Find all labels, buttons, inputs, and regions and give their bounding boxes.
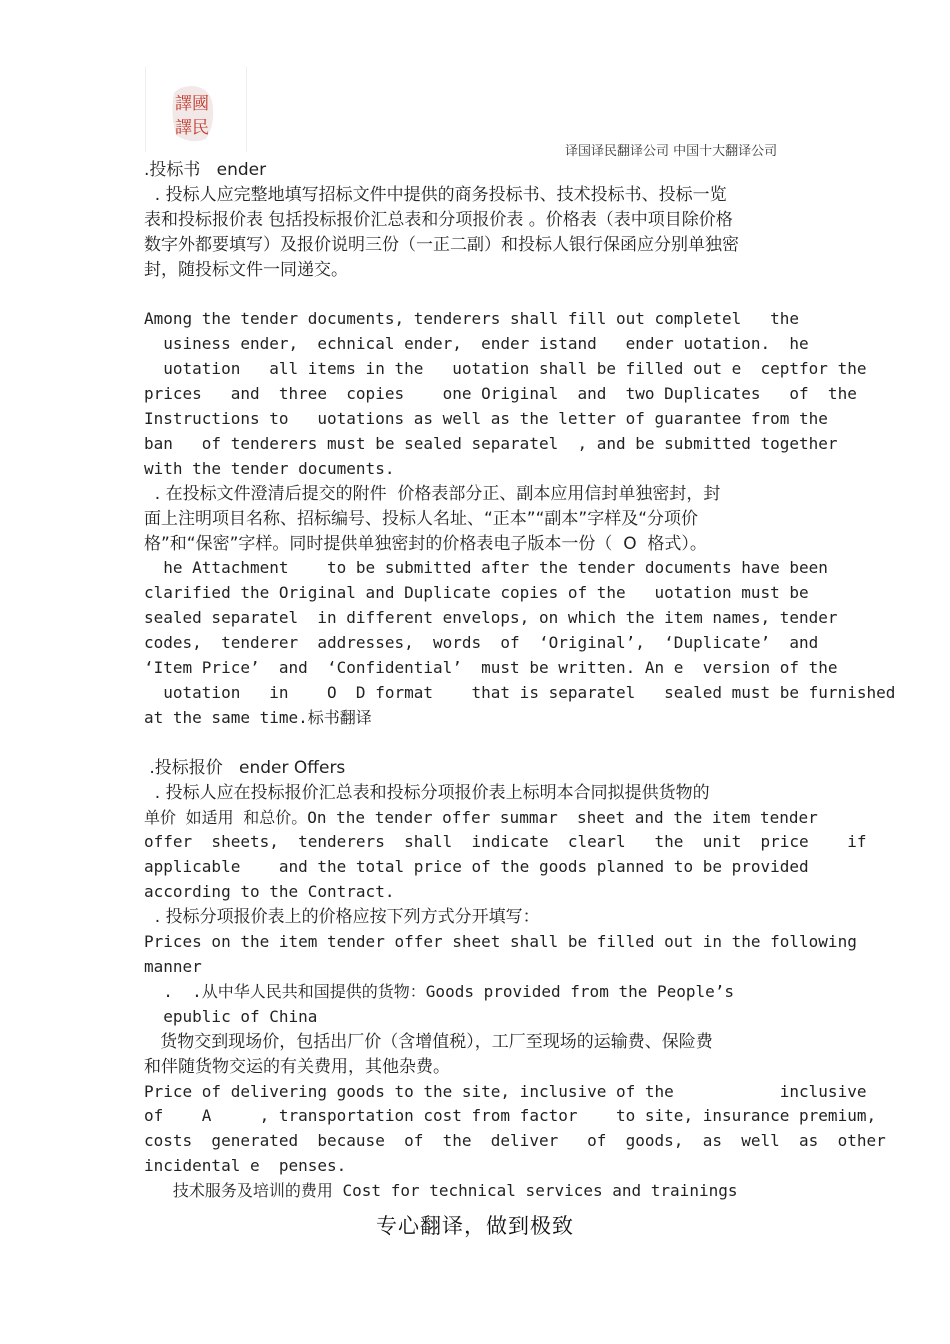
company-seal-logo (166, 83, 218, 147)
text-line: prices and three copies one Original and two Duplicates of the (144, 384, 857, 404)
text-line: 技术服务及培训的费用 Cost for technical services and trainings (144, 1181, 738, 1201)
text-line: .投标书 ender (144, 160, 267, 180)
text-line: epublic of China (144, 1006, 318, 1026)
text-line: 表和投标报价表 包括投标报价汇总表和分项报价表 。价格表（表中项目除价格 (144, 209, 733, 230)
text-line: according to the Contract. (144, 882, 395, 902)
text-line: he Attachment to be submitted after the tender documents have been (144, 558, 828, 578)
text-line: applicable and the total price of the goods planned to be provided (144, 857, 809, 877)
text-line: clarified the Original and Duplicate copies of the uotation must be (144, 583, 809, 603)
text-line: .投标报价 ender Offers (144, 757, 346, 778)
text-line: 和伴随货物交运的有关费用，其他杂费。 (144, 1056, 450, 1077)
text-line: at the same time.标书翻译 (144, 707, 372, 727)
footer-slogan: 专心翻译，做到极致 (376, 1214, 574, 1238)
svg-text:譯民: 譯民 (175, 118, 209, 138)
text-line: costs generated because of the deliver of goods, as well as other (144, 1131, 886, 1151)
text-line: Instructions to uotations as well as the letter of guarantee from the (144, 409, 828, 429)
blank-line (144, 283, 844, 308)
text-line: offer sheets, tenderers shall indicate clearl the unit price if (144, 832, 867, 852)
text-line: . 投标分项报价表上的价格应按下列方式分开填写： (144, 907, 540, 928)
text-line: uotation in O D format that is separatel sealed must be furnished (144, 683, 896, 703)
text-line: 货物交到现场价，包括出厂价（含增值税），工厂至现场的运输费、保险费 (144, 1031, 713, 1052)
text-line: . 在投标文件澄清后提交的附件 价格表部分正、副本应用信封单独密封，封 (144, 483, 721, 504)
svg-text:譯國: 譯國 (175, 94, 209, 114)
text-line: 格”和“保密”字样。同时提供单独密封的价格表电子版本一份（ O 格式）。 (144, 533, 707, 554)
text-line: . .从中华人民共和国提供的货物：Goods provided from the People’s (144, 981, 735, 1001)
text-line: usiness ender, echnical ender, ender istand ender uotation. he (144, 334, 809, 354)
text-line: incidental e penses. (144, 1156, 347, 1176)
text-line: manner (144, 956, 202, 976)
text-line: with the tender documents. (144, 458, 395, 478)
text-line: 面上注明项目名称、招标编号、投标人名址、“正本”“副本”字样及“分项价 (144, 508, 699, 529)
header-logo-area (145, 67, 247, 152)
text-line: ‘Item Price’ and ‘Confidential’ must be written. An e version of the (144, 658, 838, 678)
text-line: 单价 如适用 和总价。On the tender offer summar sheet and the item tender (144, 807, 818, 827)
blank-line (144, 731, 844, 756)
company-name: 译国译民翻译公司 中国十大翻译公司 (565, 144, 778, 159)
text-line: ban of tenderers must be sealed separatel , and be submitted together (144, 433, 838, 453)
text-line: of A , transportation cost from factor to site, insurance premium, (144, 1106, 877, 1126)
text-line: . 投标人应完整地填写招标文件中提供的商务投标书、技术投标书、投标一览 (144, 184, 727, 205)
text-line: codes, tenderer addresses, words of ‘Original’, ‘Duplicate’ and (144, 633, 819, 653)
text-line: Prices on the item tender offer sheet shall be filled out in the following (144, 932, 857, 952)
document-body (144, 158, 896, 1204)
text-line: . 投标人应在投标报价汇总表和投标分项报价表上标明本合同拟提供货物的 (144, 782, 710, 803)
text-line: Price of delivering goods to the site, inclusive of the inclusive (144, 1081, 867, 1101)
text-line: sealed separatel in different envelops, on which the item names, tender (144, 608, 838, 628)
text-line: uotation all items in the uotation shall be filled out e ceptfor the (144, 359, 867, 379)
text-line: 封，随投标文件一同递交。 (144, 259, 348, 280)
text-line: Among the tender documents, tenderers shall fill out completel the (144, 309, 800, 329)
text-line: 数字外都要填写）及报价说明三份（一正二副）和投标人银行保函应分别单独密 (144, 234, 739, 255)
